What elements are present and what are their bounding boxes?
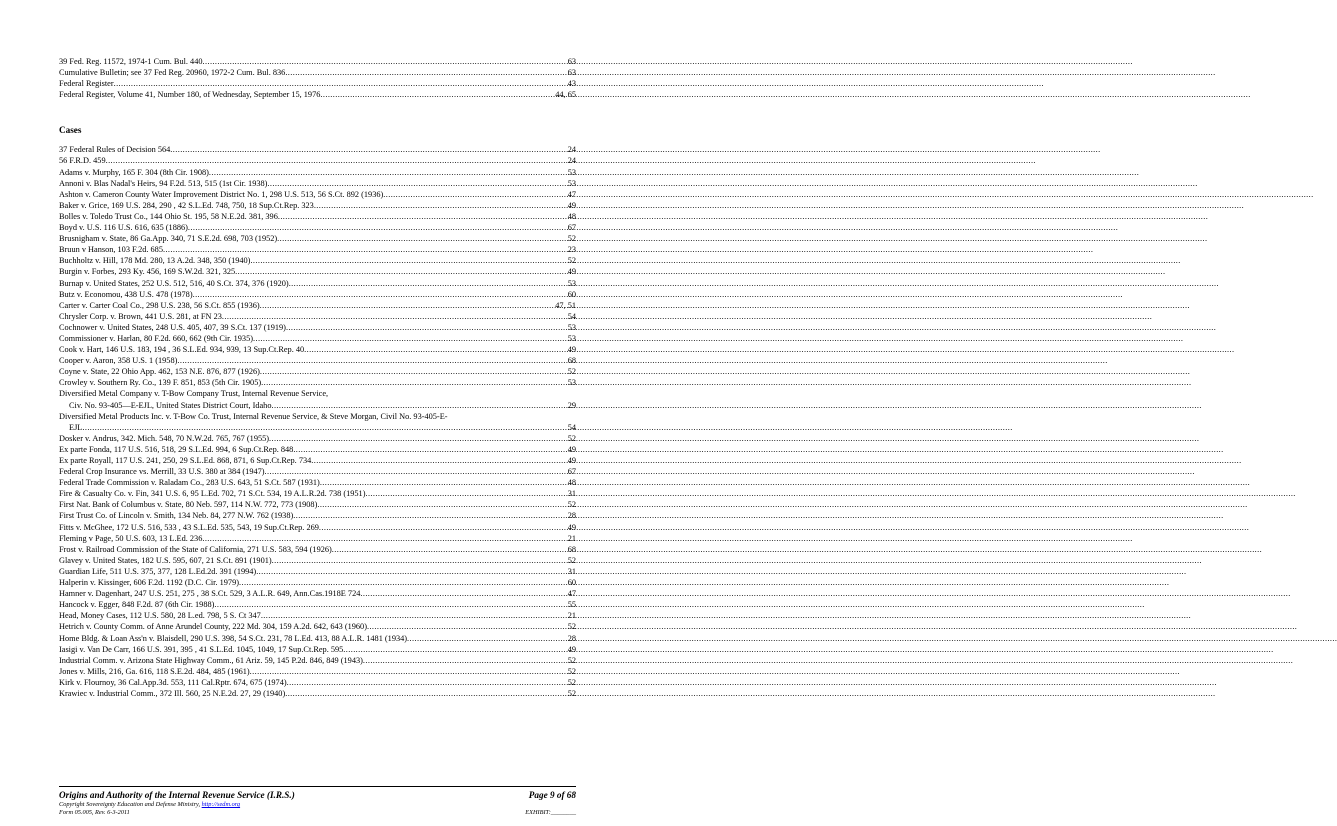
entry-page: 67 (567, 223, 576, 233)
top-entries-list (59, 56, 576, 100)
leader-dots (163, 244, 567, 255)
index-entry (59, 499, 576, 510)
leader-dots (277, 233, 567, 244)
index-entry (59, 155, 576, 166)
form-number: Form 05.005, Rev. 6-3-2011 (59, 809, 130, 816)
entry-page: 49 (567, 267, 576, 277)
index-entry (59, 677, 576, 688)
entry-page: 49 (567, 522, 576, 532)
entry-text: Federal Register (59, 79, 114, 89)
leader-dots (265, 466, 567, 477)
entry-page: 63 (567, 68, 576, 78)
index-entry (59, 466, 576, 477)
entry-text: Boyd v. U.S. 116 U.S. 616, 635 (1886) (59, 223, 188, 233)
index-entry (59, 167, 576, 178)
entry-text: 37 Federal Rules of Decision 564 (59, 145, 171, 155)
entry-page: 24 (567, 145, 576, 155)
index-entry (59, 255, 576, 266)
entry-page: 53 (567, 167, 576, 177)
entry-text: Iasigi v. Van De Carr, 166 U.S. 391, 395 , 41 S.L.Ed. 1045, 1049, 17 Sup.Ct.Rep. 595 (59, 644, 344, 654)
leader-dots (253, 333, 567, 344)
entry-text: Frost v. Railroad Commission of the State of California, 271 U.S. 583, 594 (1926) (59, 544, 332, 554)
entry-text: Hancock v. Egger, 848 F.2d. 87 (6th Cir. 1988) (59, 600, 215, 610)
entry-page: 54 (567, 311, 576, 321)
entry-page: 24 (567, 156, 576, 166)
entry-text: Bolles v. Toledo Trust Co., 144 Ohio St. 195, 58 N.E.2d. 381, 396 (59, 211, 278, 221)
index-entry (59, 577, 576, 588)
entry-text: Ashton v. Cameron County Water Improvement District No. 1, 298 U.S. 513, 56 S.Ct. 892 (1936) (59, 189, 384, 199)
page-footer (59, 786, 576, 817)
index-entry (59, 344, 576, 355)
leader-dots (314, 200, 567, 211)
index-entry (59, 566, 576, 577)
entry-text: Dosker v. Andrus, 342. Mich. 548, 70 N.W.2d. 765, 767 (1955) (59, 433, 270, 443)
index-entry (59, 477, 576, 488)
leader-dots (363, 655, 567, 666)
entry-page: 49 (567, 345, 576, 355)
leader-dots (271, 400, 566, 411)
index-entry (59, 200, 576, 211)
index-entry (59, 533, 576, 544)
index-entry (59, 300, 576, 311)
leader-dots (293, 510, 566, 521)
leader-dots (250, 255, 566, 266)
leader-dots (317, 499, 566, 510)
leader-dots (235, 266, 567, 277)
leader-dots (332, 544, 567, 555)
leader-dots (267, 178, 566, 189)
entry-page: 53 (567, 178, 576, 188)
entry-page: 52 (567, 677, 576, 687)
entry-text: Federal Trade Commission v. Raladam Co., 283 U.S. 643, 51 S.Ct. 587 (1931) (59, 478, 320, 488)
leader-dots (319, 522, 567, 533)
leader-dots (383, 189, 566, 200)
index-entry (59, 433, 576, 444)
entry-text: Federal Crop Insurance vs. Merrill, 33 U.S. 380 at 384 (1947) (59, 467, 265, 477)
leader-dots (320, 89, 554, 100)
diversified-company-entry-line1: Diversified Metal Company v. T-Bow Company Trust, Internal Revenue Service, (59, 389, 329, 399)
index-entry (59, 189, 576, 200)
entry-text: Glavey v. United States, 182 U.S. 595, 607, 21 S.Ct. 891 (1901) (59, 555, 272, 565)
leader-dots (193, 289, 567, 300)
leader-dots (320, 477, 567, 488)
leader-dots (269, 433, 567, 444)
entry-text: Commissioner v. Harlan, 80 F.2d. 660, 662 (9th Cir. 1935) (59, 333, 253, 343)
index-entry (59, 244, 576, 255)
diversified-products-entry-line1: Diversified Metal Products Inc. v. T-Bow Co. Trust, Internal Revenue Service, & Steve Morgan, Civil No. 93-405-E- (59, 411, 448, 421)
index-entry (59, 544, 576, 555)
entry-text: First Trust Co. of Lincoln v. Smith, 134 Neb. 84, 277 N.W. 762 (1938) (59, 511, 294, 521)
entry-page: 28 (567, 633, 576, 643)
cases-list-a (59, 144, 576, 388)
entry-text: Fitts v. McGhee, 172 U.S. 516, 533 , 43 S.L.Ed. 535, 543, 19 Sup.Ct.Rep. 269 (59, 522, 319, 532)
page-number: Page 9 of 68 (528, 790, 576, 800)
entry-page: 49 (567, 456, 576, 465)
index-entry (59, 377, 576, 388)
leader-dots (177, 355, 566, 366)
leader-dots (222, 311, 567, 322)
entry-text: Fire & Casualty Co. v. Fin, 341 U.S. 6, 95 L.Ed. 702, 71 S.Ct. 534, 19 A.L.R.2d. 738 (1951) (59, 489, 366, 499)
entry-page: 43 (567, 79, 576, 89)
entry-text: Adams v. Murphy, 165 F. 304 (8th Cir. 1908) (59, 167, 209, 177)
entry-page: 44, 65 (555, 90, 576, 100)
index-entry (59, 289, 576, 300)
entry-page: 60 (567, 289, 576, 299)
entry-text: Burgin v. Forbes, 293 Ky. 456, 169 S.W.2d. 321, 325 (59, 267, 236, 277)
index-entry (59, 366, 576, 377)
entry-page: 49 (567, 200, 576, 210)
entry-page: 52 (567, 367, 576, 377)
index-entry (59, 455, 576, 466)
entry-page: 52 (567, 433, 576, 443)
index-entry (59, 67, 576, 78)
index-entry (59, 633, 576, 644)
entry-page: 68 (567, 544, 576, 554)
leader-dots (256, 566, 567, 577)
entry-text: First Nat. Bank of Columbus v. State, 80 Neb. 597, 114 N.W. 772, 773 (1908) (59, 500, 318, 510)
index-entry (59, 488, 576, 499)
entry-text: Cumulative Bulletin; see 37 Fed Reg. 20960, 1972-2 Cum. Bul. 836 (59, 68, 286, 78)
entry-page: 23 (567, 245, 576, 255)
footer-title-row (59, 787, 576, 801)
leader-dots (365, 488, 566, 499)
entry-text: Federal Register, Volume 41, Number 180, of Wednesday, September 15, 1976 (59, 90, 321, 100)
index-entry (59, 266, 576, 277)
exhibit-label: EXHIBIT:________ (525, 809, 576, 816)
index-entry (59, 56, 576, 67)
entry-page: 48 (567, 478, 576, 488)
index-entry (59, 78, 576, 89)
entry-text: Coyne v. State, 22 Ohio App. 462, 153 N.E. 876, 877 (1926) (59, 367, 260, 377)
entry-page: 68 (567, 356, 576, 366)
document-title: Origins and Authority of the Internal Revenue Service (I.R.S.) (59, 790, 295, 800)
diversified-products-entry-line2 (59, 422, 576, 433)
index-entry (59, 510, 576, 521)
index-entry (59, 322, 576, 333)
index-page (59, 56, 576, 699)
index-entry (59, 610, 576, 621)
index-entry (59, 599, 576, 610)
index-entry (59, 588, 576, 599)
entry-text: Hamner v. Dagenhart, 247 U.S. 251, 275 , 38 S.Ct. 529, 3 A.L.R. 649, Ann.Cas.1918E 724 (59, 589, 361, 599)
leader-dots (286, 322, 567, 333)
index-entry (59, 178, 576, 189)
entry-page: 63 (567, 57, 576, 66)
form-line (59, 809, 576, 817)
entry-text: 56 F.R.D. 459 (59, 156, 106, 166)
leader-dots (343, 644, 566, 655)
index-entry (59, 444, 576, 455)
entry-page: 52 (567, 622, 576, 632)
entry-page: 52 (567, 500, 576, 510)
index-entry (59, 355, 576, 366)
entry-page: 52 (567, 688, 576, 698)
entry-page: 49 (567, 644, 576, 654)
entry-page: 52 (567, 666, 576, 676)
diversified-company-entry-line2 (59, 400, 576, 411)
leader-dots (260, 300, 555, 311)
leader-dots (106, 155, 567, 166)
entry-text: Ex parte Royall, 117 U.S. 241, 250, 29 S.L.Ed. 868, 871, 6 Sup.Ct.Rep. 734 (59, 456, 312, 465)
entry-text: Krawiec v. Industrial Comm., 372 Ill. 560, 25 N.E.2d. 27, 29 (1940) (59, 688, 286, 698)
leader-dots (239, 577, 567, 588)
leader-dots (287, 677, 567, 688)
copyright-text: Copyright Sovereignty Education and Defense Ministry, (59, 801, 202, 808)
entry-text: Buchholtz v. Hill, 178 Md. 280, 13 A.2d. 348, 350 (1940) (59, 256, 251, 266)
leader-dots (278, 211, 567, 222)
index-entry (59, 655, 576, 666)
index-entry (59, 144, 576, 155)
index-entry (59, 666, 576, 677)
leader-dots (261, 610, 567, 621)
index-entry (59, 688, 576, 699)
leader-dots (203, 56, 567, 67)
entry-page: 67 (567, 467, 576, 477)
entry-text: Fleming v Page, 50 U.S. 603, 13 L.Ed. 236 (59, 533, 203, 543)
leader-dots (82, 422, 566, 433)
leader-dots (360, 588, 566, 599)
entry-text: Bruun v Hanson, 103 F.2d. 685 (59, 245, 163, 255)
leader-dots (293, 444, 566, 455)
leader-dots (289, 278, 567, 289)
entry-text: Industrial Comm. v. Arizona State Highway Comm., 61 Ariz. 59, 145 P.2d. 846, 849 (1943) (59, 655, 363, 665)
index-entry (59, 233, 576, 244)
entry-text: Kirk v. Flournoy, 36 Cal.App.3d. 553, 111 Cal.Rptr. 674, 675 (1974) (59, 677, 287, 687)
entry-page: 31 (567, 489, 576, 499)
entry-page: 53 (567, 278, 576, 288)
entry-page: 28 (567, 511, 576, 521)
entry-page: 53 (567, 378, 576, 388)
entry-text: Chrysler Corp. v. Brown, 441 U.S. 281, at FN 23 (59, 311, 222, 321)
entry-text: 39 Fed. Reg. 11572, 1974-1 Cum. Bul. 440 (59, 57, 203, 66)
leader-dots (285, 688, 566, 699)
entry-page: 47 (567, 189, 576, 199)
leader-dots (114, 78, 567, 89)
entry-text: Cooper v. Aaron, 358 U.S. 1 (1958) (59, 356, 178, 366)
index-entry (59, 522, 576, 533)
leader-dots (407, 633, 567, 644)
copyright-line (59, 801, 576, 809)
leader-dots (261, 377, 567, 388)
index-entry (59, 311, 576, 322)
entry-text: Cochnower v. United States, 248 U.S. 405, 407, 39 S.Ct. 137 (1919) (59, 322, 286, 332)
entry-text: Burnap v. United States, 252 U.S. 512, 516, 40 S.Ct. 374, 376 (1920) (59, 278, 289, 288)
entry-text: Brusnigham v. State, 86 Ga.App. 340, 71 S.E.2d. 698, 703 (1952) (59, 234, 278, 244)
index-entry (59, 644, 576, 655)
leader-dots (304, 344, 567, 355)
leader-dots (188, 222, 567, 233)
entry-text: Home Bldg. & Loan Ass'n v. Blaisdell, 290 U.S. 398, 54 S.Ct. 231, 78 L.Ed. 413, 88 A.L.R. 1481 (1934) (59, 633, 408, 643)
entry-text: Halperin v. Kissinger, 606 F.2d. 1192 (D.C. Cir. 1979) (59, 578, 239, 588)
entry-page: 52 (567, 234, 576, 244)
entry-page: 49 (567, 444, 576, 454)
leader-dots (272, 555, 567, 566)
entry-page: 47 (567, 589, 576, 599)
index-entry (59, 278, 576, 289)
entry-text: Crowley v. Southern Ry. Co., 139 F. 851, 853 (5th Cir. 1905) (59, 378, 262, 388)
entry-text: Guardian Life, 511 U.S. 375, 377, 128 L.Ed.2d. 391 (1994) (59, 566, 257, 576)
cases-list-b (59, 433, 576, 699)
leader-dots (202, 533, 566, 544)
leader-dots (285, 67, 566, 78)
entry-page: 60 (567, 578, 576, 588)
entry-page: 52 (567, 256, 576, 266)
index-entry (59, 222, 576, 233)
index-entry (59, 621, 576, 632)
index-entry (59, 89, 576, 100)
entry-text: EJL (69, 422, 83, 432)
entry-page: 29 (567, 400, 576, 410)
entry-text: Carter v. Carter Coal Co., 298 U.S. 238, 56 S.Ct. 855 (1936) (59, 300, 260, 310)
entry-text: Jones v. Mills, 216, Ga. 616, 118 S.E.2d. 484, 485 (1961) (59, 666, 250, 676)
entry-text: Annoni v. Blas Nadal's Heirs, 94 F.2d. 513, 515 (1st Cir. 1938) (59, 178, 268, 188)
leader-dots (170, 144, 566, 155)
index-entry (59, 555, 576, 566)
entry-page: 54 (567, 422, 576, 432)
entry-page: 55 (567, 600, 576, 610)
leader-dots (209, 167, 567, 178)
entry-page: 52 (567, 555, 576, 565)
entry-page: 31 (567, 566, 576, 576)
leader-dots (311, 455, 566, 466)
leader-dots (214, 599, 566, 610)
entry-text: Civ. No. 93-405—E-EJL, United States District Court, Idaho (69, 400, 272, 410)
entry-page: 53 (567, 333, 576, 343)
leader-dots (367, 621, 567, 632)
sedm-link[interactable]: http://sedm.org (201, 801, 241, 808)
entry-text: Ex parte Fonda, 117 U.S. 516, 518, 29 S.L.Ed. 994, 6 Sup.Ct.Rep. 848 (59, 444, 294, 454)
index-entry (59, 333, 576, 344)
entry-page: 21 (567, 611, 576, 621)
entry-text: Butz v. Economou, 438 U.S. 478 (1978) (59, 289, 193, 299)
entry-page: 53 (567, 322, 576, 332)
cases-heading: Cases (59, 125, 82, 136)
entry-text: Baker v. Grice, 169 U.S. 284, 290 , 42 S.L.Ed. 748, 750, 18 Sup.Ct.Rep. 323 (59, 200, 314, 210)
index-entry (59, 211, 576, 222)
entry-page: 52 (567, 655, 576, 665)
entry-page: 47, 51 (555, 300, 576, 310)
leader-dots (250, 666, 567, 677)
entry-text: Cook v. Hart, 146 U.S. 183, 194 , 36 S.L.Ed. 934, 939, 13 Sup.Ct.Rep. 40 (59, 345, 305, 355)
entry-page: 21 (567, 533, 576, 543)
entry-text: Head, Money Cases, 112 U.S. 580, 28 L.ed. 798, 5 S. Ct 347 (59, 611, 261, 621)
leader-dots (260, 366, 567, 377)
entry-page: 48 (567, 211, 576, 221)
entry-text: Hetrich v. County Comm. of Anne Arundel County, 222 Md. 304, 159 A.2d. 642, 643 (1960) (59, 622, 367, 632)
